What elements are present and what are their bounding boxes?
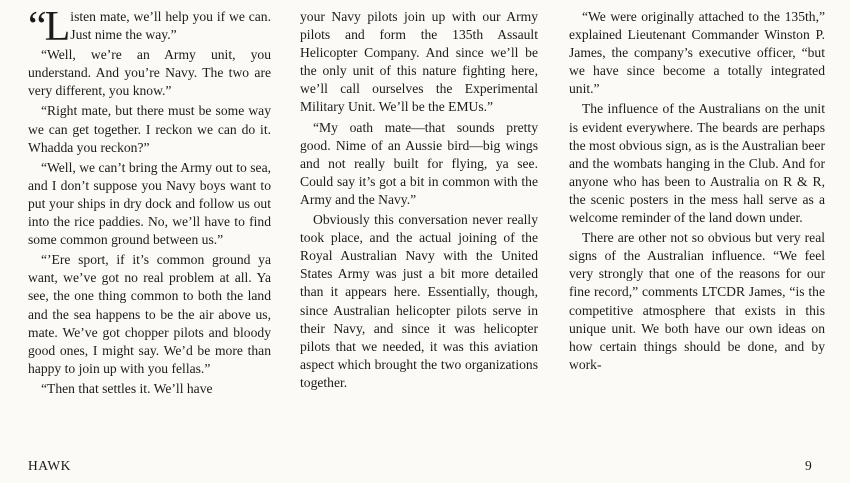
paragraph: “Then that settles it. We’ll have — [41, 380, 213, 396]
paragraph: “My oath mate—that sounds pretty good. Nime of an Aussie bird—big wings and not really built for flying, ya see. Could say it’s got a bit in common with the Army and the Navy.” — [300, 119, 538, 207]
publication-name: HAWK — [28, 458, 71, 473]
paragraph: The influence of the Australians on the unit is evident everywhere. The beards are perhaps the most obvious sign, as is the Australian beer and the wombats hanging in the Club. And for anyone who has been to Australia on R & R, the scenic posters in the mess hall serve as a welcome reminder of the land down under. — [569, 101, 825, 226]
paragraph: There are other not so obvious but very real signs of the Australian influence. “We feel very strongly that one of the reasons for our fine record,” comments LTCDR James, “is the competitive atmosphere that exists in this unique unit. We both have our own ideas on how certain things should be done, and by work- — [569, 230, 825, 372]
text-column-2 — [300, 8, 538, 394]
text-column-1 — [28, 4, 271, 400]
text-column-3 — [569, 8, 825, 376]
paragraph: Obviously this conversation never really took place, and the actual joining of the Royal Australian Navy with the United States Army was just a bit more detailed than it appears here. Essentially, though, since Australian helicopter pilots serve in their Navy, and since it was helicopter pilots that we needed, it was this aviation aspect which brought the two organizations together. — [300, 212, 538, 390]
page-number: 9 — [805, 458, 812, 473]
paragraph: “We were originally attached to the 135th,” explained Lieutenant Commander Winston P. James, the company’s executive officer, “but we have since become a totally integrated unit.” — [569, 9, 825, 97]
paragraph: “’Ere sport, if it’s common ground ya want, we’ve got no real problem at all. Ya see, the one thing common to both the land and the sea happens to be the air above us, mate. We’ve got chopper pilots and bloody good ones, I might say. We’d be more than happy to join up with you fellas.” — [28, 252, 271, 376]
paragraph: “Right mate, but there must be some way we can get together. I reckon we can do it. Whadda you reckon?” — [28, 103, 271, 155]
opening-paragraph — [28, 4, 271, 50]
paragraph: “Well, we’re an Army unit, you understand. And you’re Navy. The two are very different, you know.” — [28, 47, 271, 99]
opening-paragraph-text: isten mate, we’ll help you if we can. Just nime the way.” — [70, 9, 271, 43]
drop-cap: “L — [28, 4, 69, 50]
paragraph: “Well, we can’t bring the Army out to sea, and I don’t suppose you Navy boys want to put your ships in dry dock and follow us out into the rice paddies. No, we’ll have to find some common ground between us.” — [28, 159, 271, 248]
paragraph: your Navy pilots join up with our Army pilots and form the 135th Assault Helicopter Company. And since we’ll be the only unit of this nature fighting here, we’ll call ourselves the Experimental Military Unit. We’ll be the EMUs.” — [300, 9, 538, 115]
